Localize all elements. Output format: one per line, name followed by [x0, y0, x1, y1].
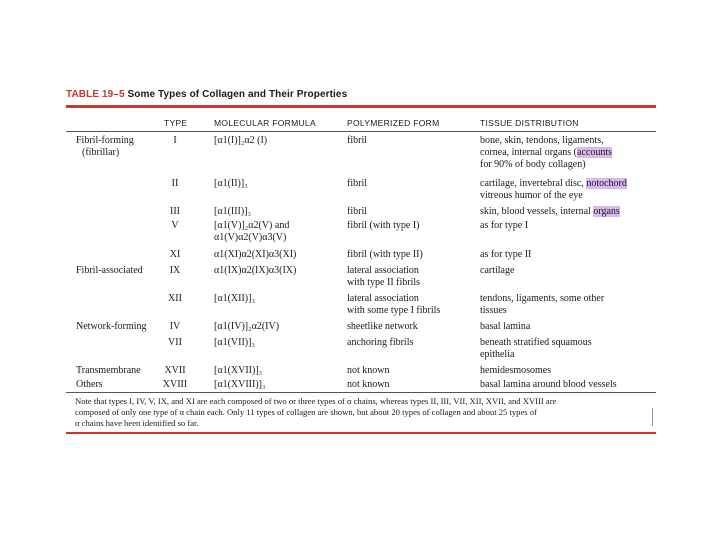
class-cell-text: Fibril-forming	[76, 135, 134, 146]
header-tissue-distribution: TISSUE DISTRIBUTION	[480, 118, 579, 128]
formula-cell	[214, 265, 296, 277]
polymerized-form-cell-text: fibril	[347, 206, 367, 217]
type-cell	[160, 178, 190, 190]
type-cell	[160, 249, 190, 261]
polymerized-form-cell	[347, 305, 440, 317]
polymerized-form-cell-text: with some type I fibrils	[347, 305, 441, 316]
class-cell-text: Others	[76, 379, 103, 390]
header-rule	[66, 131, 656, 132]
tissue-cell-text: hemidesmosomes	[480, 365, 552, 376]
note-line: composed of only one type of α chain each. Only 11 types of collagen are shown, but about 20 types of collagen and about 25 types of	[75, 407, 537, 417]
tissue-cell-text: beneath stratified squamous	[480, 337, 592, 348]
tissue-cell	[480, 135, 604, 147]
polymerized-form-cell-text: lateral association	[347, 293, 419, 304]
type-cell-text: I	[173, 135, 177, 146]
formula-cell	[214, 365, 262, 377]
body-rule	[66, 392, 656, 393]
header-polymerized-form: POLYMERIZED FORM	[347, 118, 440, 128]
type-cell	[160, 365, 190, 377]
formula-cell	[214, 135, 267, 147]
polymerized-form-cell	[347, 206, 367, 218]
formula-cell-text: [α1(IV)]₂α2(IV)	[214, 321, 280, 332]
formula-cell-text: [α1(XII)]₃	[214, 293, 255, 304]
class-cell-text: Network-forming	[76, 321, 147, 332]
polymerized-form-cell	[347, 337, 413, 349]
polymerized-form-cell-text: anchoring fibrils	[347, 337, 414, 348]
class-cell-text: Fibril-associated	[76, 265, 143, 276]
tissue-cell-text: tissues	[480, 305, 507, 316]
type-cell-text: XII	[168, 293, 182, 304]
tissue-cell	[480, 349, 514, 361]
tissue-cell-text: for 90% of body collagen)	[480, 159, 586, 170]
type-cell-text: XI	[169, 249, 181, 260]
header-type: TYPE	[164, 118, 188, 128]
formula-cell-text: α1(V)α2(V)α3(V)	[214, 232, 287, 243]
highlighted-text: accounts	[577, 147, 612, 158]
formula-cell-text: [α1(XVIII)]₃	[214, 379, 266, 390]
tissue-cell	[480, 220, 528, 232]
polymerized-form-cell	[347, 321, 418, 333]
polymerized-form-cell-text: not known	[347, 365, 390, 376]
tissue-cell	[480, 206, 620, 218]
tissue-cell	[480, 249, 531, 261]
type-cell-text: VII	[168, 337, 182, 348]
type-cell	[160, 293, 190, 305]
formula-cell	[214, 220, 289, 232]
scan-edge-mark	[652, 408, 653, 426]
tissue-cell	[480, 178, 627, 190]
polymerized-form-cell-text: sheetlike network	[347, 321, 418, 332]
polymerized-form-cell-text: fibril (with type I)	[347, 220, 420, 231]
type-cell	[160, 321, 190, 333]
formula-cell-text: [α1(I)]₂α2 (I)	[214, 135, 268, 146]
tissue-cell	[480, 379, 617, 391]
polymerized-form-cell	[347, 293, 419, 305]
polymerized-form-cell	[347, 249, 423, 261]
formula-cell	[214, 321, 279, 333]
formula-cell-text: [α1(V)]₂α2(V) and	[214, 220, 290, 231]
type-cell-text: V	[171, 220, 179, 231]
type-cell	[160, 135, 190, 147]
header-molecular-formula: MOLECULAR FORMULA	[214, 118, 316, 128]
tissue-cell	[480, 365, 551, 377]
formula-cell	[214, 293, 255, 305]
footer-rule	[66, 432, 656, 434]
class-cell-text: (fibrillar)	[82, 147, 120, 158]
polymerized-form-cell	[347, 135, 367, 147]
formula-cell	[214, 249, 296, 261]
formula-cell-text: [α1(III)]₃	[214, 206, 252, 217]
type-cell	[160, 220, 190, 232]
note-line: Note that types I, IV, V, IX, and XI are each composed of two or three types of α chains, whereas types II, III, VII, XII, XVII, and XVIII are	[75, 396, 557, 406]
tissue-cell-text: epithelia	[480, 349, 515, 360]
formula-cell	[214, 206, 251, 218]
class-cell	[76, 135, 134, 147]
tissue-cell-text: cornea, internal organs (	[480, 147, 577, 158]
type-cell-text: XVIII	[162, 379, 188, 390]
note-line: α chains have been identified so far.	[75, 418, 199, 428]
formula-cell	[214, 178, 248, 190]
type-cell-text: XVII	[164, 365, 186, 376]
type-cell	[160, 379, 190, 391]
tissue-cell-text: skin, blood vessels, internal	[480, 206, 594, 217]
tissue-cell-text: cartilage	[480, 265, 515, 276]
type-cell-text: III	[170, 206, 180, 217]
tissue-cell-text: vitreous humor of the eye	[480, 190, 583, 201]
formula-cell-text: α1(IX)α2(IX)α3(IX)	[214, 265, 297, 276]
polymerized-form-cell	[347, 178, 367, 190]
table-caption: Some Types of Collagen and Their Properties	[127, 89, 348, 100]
tissue-cell	[480, 321, 530, 333]
tissue-cell-text: bone, skin, tendons, ligaments,	[480, 135, 604, 146]
highlighted-text: organs	[593, 206, 620, 217]
polymerized-form-cell-text: with type II fibrils	[347, 277, 421, 288]
class-cell	[76, 365, 141, 377]
table-title	[66, 89, 347, 100]
polymerized-form-cell	[347, 277, 420, 289]
formula-cell	[214, 379, 265, 391]
tissue-cell-text: cartilage, invertebral disc,	[480, 178, 587, 189]
class-cell-text: Transmembrane	[76, 365, 141, 376]
tissue-cell	[480, 190, 583, 202]
formula-cell-text: [α1(VII)]₃	[214, 337, 255, 348]
formula-cell	[214, 232, 286, 244]
tissue-cell	[480, 265, 514, 277]
polymerized-form-cell-text: lateral association	[347, 265, 419, 276]
polymerized-form-cell-text: fibril (with type II)	[347, 249, 423, 260]
tissue-cell-text: basal lamina	[480, 321, 531, 332]
table-number: TABLE 19–5	[66, 89, 125, 100]
polymerized-form-cell-text: fibril	[347, 178, 367, 189]
class-cell	[76, 265, 143, 277]
polymerized-form-cell-text: fibril	[347, 135, 367, 146]
formula-cell-text: α1(XI)α2(XI)α3(XI)	[214, 249, 297, 260]
tissue-cell	[480, 305, 507, 317]
type-cell-text: IX	[169, 265, 181, 276]
type-cell	[160, 265, 190, 277]
polymerized-form-cell-text: not known	[347, 379, 390, 390]
tissue-cell	[480, 293, 604, 305]
formula-cell-text: [α1(II)]₃	[214, 178, 248, 189]
formula-cell-text: [α1(XVII)]₃	[214, 365, 263, 376]
class-cell	[76, 379, 103, 391]
polymerized-form-cell	[347, 379, 390, 391]
tissue-cell	[480, 147, 612, 159]
tissue-cell-text: basal lamina around blood vessels	[480, 379, 617, 390]
class-cell	[82, 147, 119, 159]
polymerized-form-cell	[347, 265, 419, 277]
type-cell-text: II	[171, 178, 179, 189]
type-cell-text: IV	[169, 321, 181, 332]
type-cell	[160, 206, 190, 218]
tissue-cell-text: tendons, ligaments, some other	[480, 293, 605, 304]
polymerized-form-cell	[347, 220, 419, 232]
top-rule	[66, 105, 656, 108]
formula-cell	[214, 337, 255, 349]
polymerized-form-cell	[347, 365, 390, 377]
type-cell	[160, 337, 190, 349]
tissue-cell	[480, 159, 586, 171]
class-cell	[76, 321, 147, 333]
highlighted-text: notochord	[586, 178, 627, 189]
table-note	[75, 396, 650, 429]
tissue-cell	[480, 337, 592, 349]
tissue-cell-text: as for type II	[480, 249, 532, 260]
tissue-cell-text: as for type I	[480, 220, 529, 231]
